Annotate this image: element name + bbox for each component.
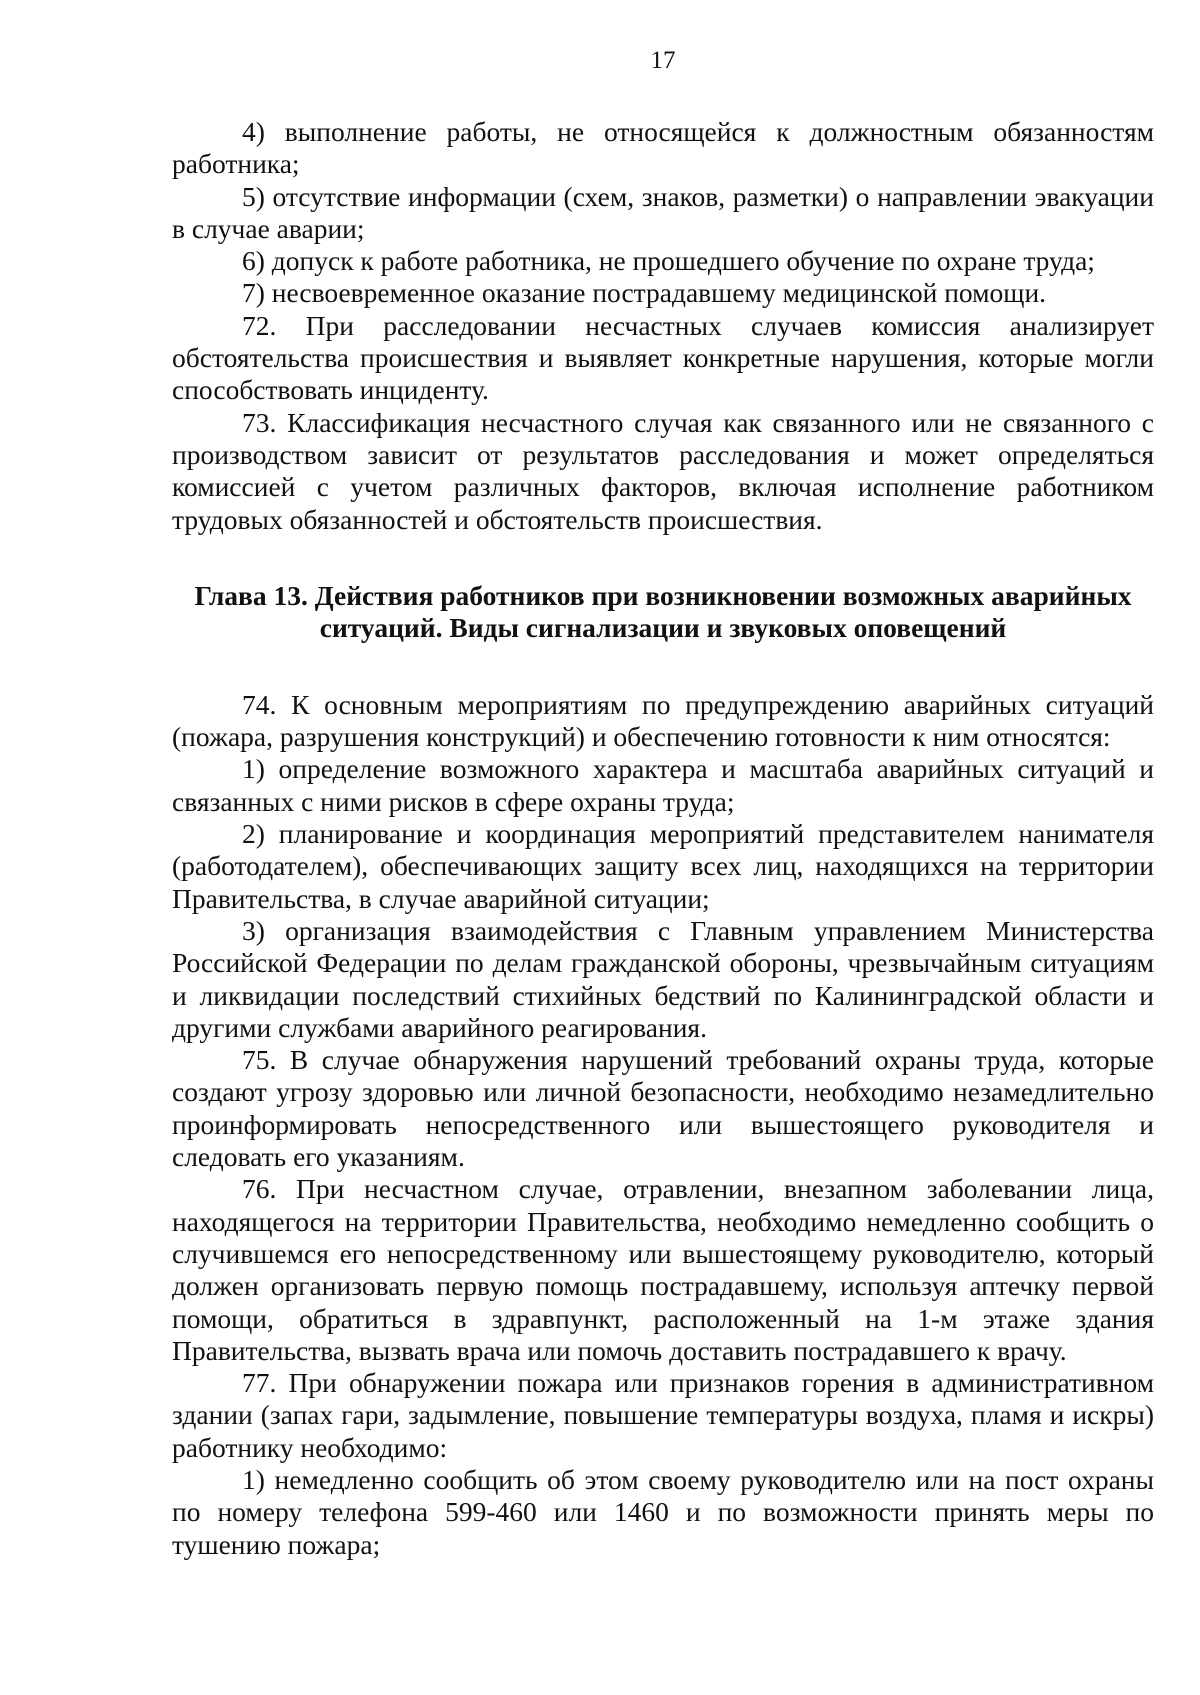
chapter-heading-line-1: Глава 13. Действия работников при возникновении возможных аварийных	[194, 579, 1132, 611]
list-item-6: 6) допуск к работе работника, не прошедшего обучение по охране труда;	[242, 245, 1095, 277]
clause-73: 73. Классификация несчастного случая как связанного или не связанного с производством зависит от результатов расследования и может определяться комиссией с учетом различных факторов, включая исполнение работником трудовых обязанностей и обстоятельств происшествия.	[172, 406, 1154, 535]
clause-72: 72. При расследовании несчастных случаев комиссия анализирует обстоятельства происшествия и выявляет конкретные нарушения, которые могли способствовать инциденту.	[172, 309, 1154, 406]
chapter-heading-line-2: ситуаций. Виды сигнализации и звуковых оповещений	[319, 612, 1007, 644]
clause-75: 75. В случае обнаружения нарушений требований охраны труда, которые создают угрозу здоровью или личной безопасности, необходимо незамедлительно проинформировать непосредственного или вышестоящего руководителя и следовать его указаниям.	[172, 1044, 1154, 1173]
list-item-7: 7) несвоевременное оказание пострадавшему медицинской помощи.	[242, 277, 1047, 309]
clause-77-item-1: 1) немедленно сообщить об этом своему руководителю или на пост охраны по номеру телефона 599-460 или 1460 и по возможности принять меры по тушению пожара;	[172, 1463, 1154, 1560]
clause-77: 77. При обнаружении пожара или признаков горения в административном здании (запах гари, задымление, повышение температуры воздуха, пламя и искры) работнику необходимо:	[172, 1367, 1154, 1463]
list-item-5: 5) отсутствие информации (схем, знаков, разметки) о направлении эвакуации в случае аварии;	[172, 180, 1154, 244]
chapter-heading	[172, 580, 1154, 645]
clause-74: 74. К основным мероприятиям по предупреждению аварийных ситуаций (пожара, разрушения конструкций) и обеспечению готовности к ним относятся:	[172, 688, 1154, 753]
clause-74-item-3: 3) организация взаимодействия с Главным управлением Министерства Российской Федерации по делам гражданской обороны, чрезвычайным ситуациям и ликвидации последствий стихийных бедствий по Калининградской области и другими службами аварийного реагирования.	[172, 914, 1154, 1043]
list-item-4: 4) выполнение работы, не относящейся к должностным обязанностям работника;	[172, 116, 1154, 180]
clause-76: 76. При несчастном случае, отравлении, внезапном заболевании лица, находящегося на территории Правительства, необходимо немедленно сообщить о случившемся его непосредственному или вышестоящему руководителю, который должен организовать первую помощь пострадавшему, используя аптечку первой помощи, обратиться в здравпункт, расположенный на 1-м этаже здания Правительства, вызвать врача или помочь доставить пострадавшего к врачу.	[172, 1173, 1154, 1366]
page-number: 17	[650, 47, 676, 74]
document-page	[172, 44, 1154, 1561]
clause-74-item-1: 1) определение возможного характера и масштаба аварийных ситуаций и связанных с ними рисков в сфере охраны труда;	[172, 753, 1154, 817]
clause-74-item-2: 2) планирование и координация мероприятий представителем нанимателя (работодателем), обеспечивающих защиту всех лиц, находящихся на территории Правительства, в случае аварийной ситуации;	[172, 818, 1154, 914]
